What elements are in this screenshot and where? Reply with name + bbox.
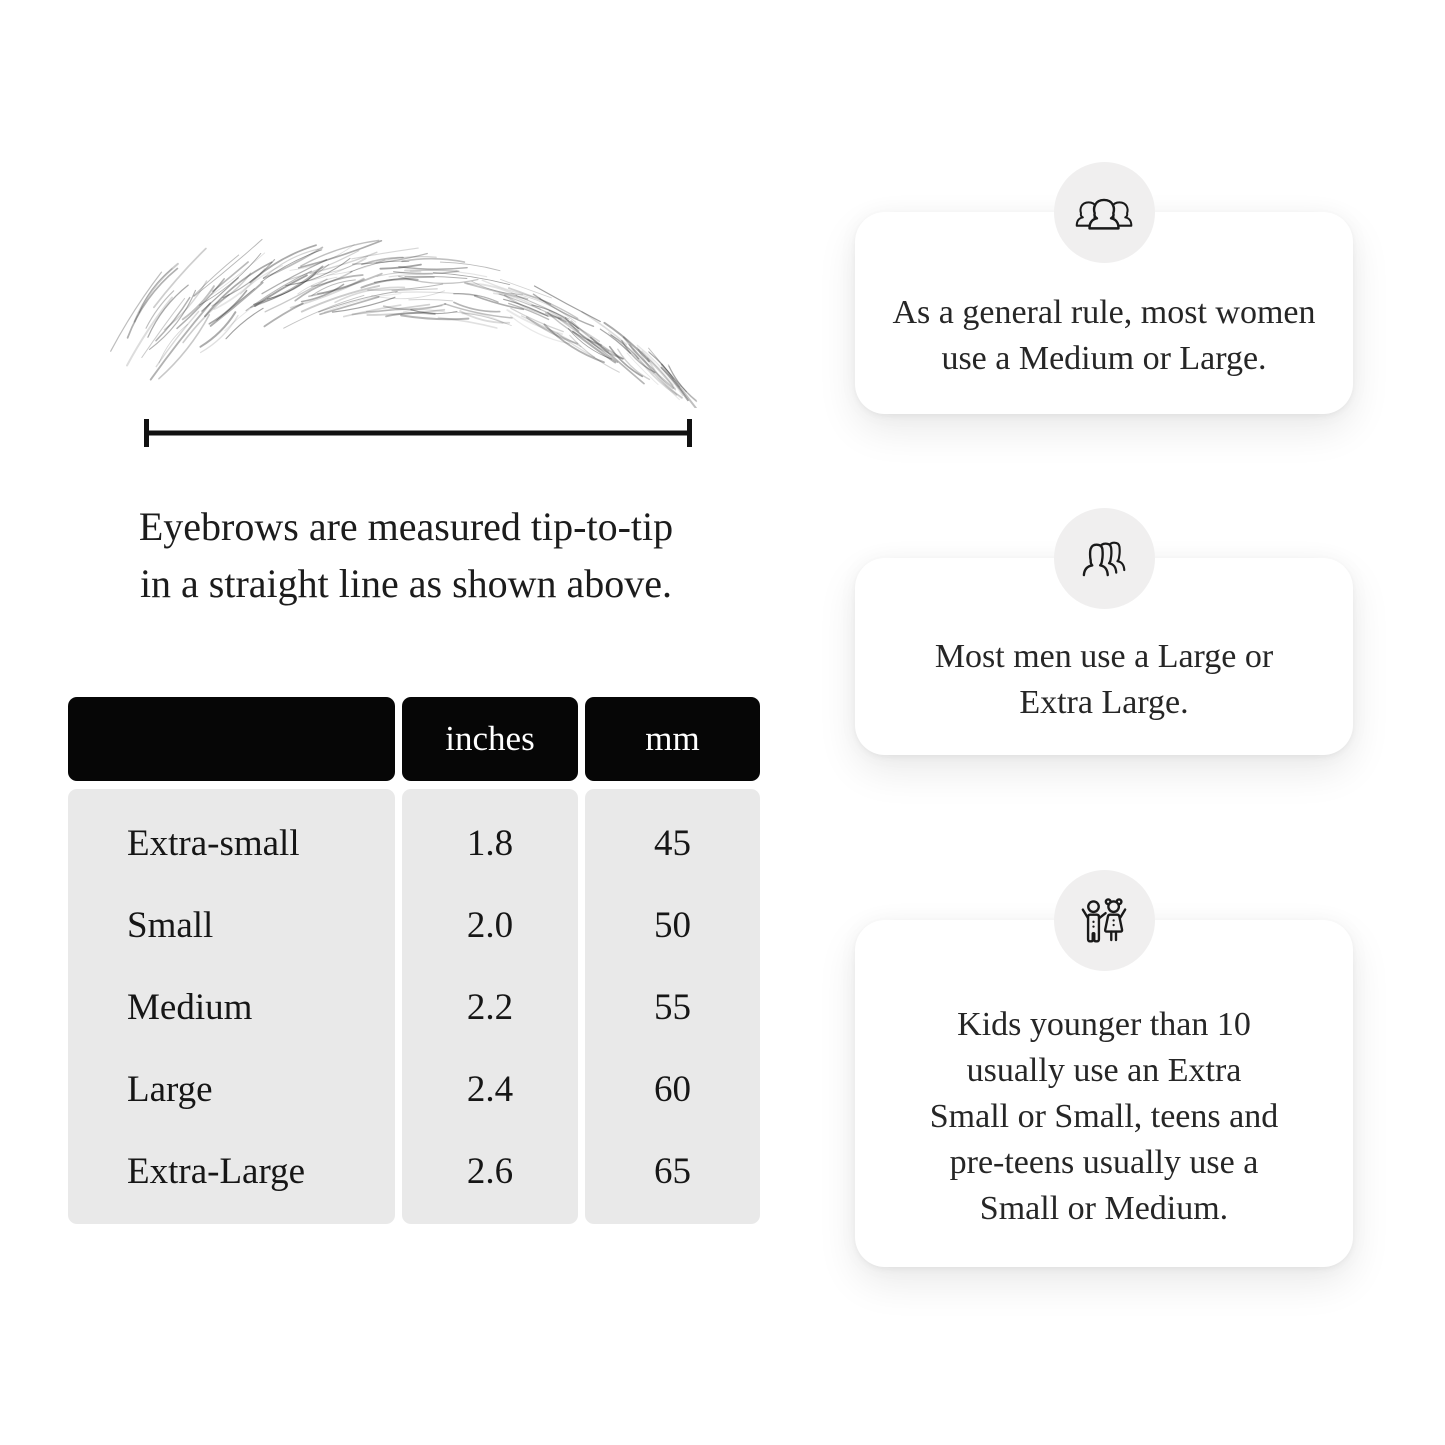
- size-table-body: [68, 789, 760, 1224]
- size-label-cell: Medium: [127, 986, 253, 1028]
- inches-value-cell: 2.4: [466, 1068, 514, 1110]
- size-label-cell: Large: [127, 1068, 213, 1110]
- tip-text-line: Kids younger than 10: [957, 1005, 1251, 1043]
- tip-text-line: Most men use a Large or: [934, 637, 1274, 675]
- eyebrow-illustration: [98, 228, 718, 408]
- mm-value-cell: 55: [654, 986, 691, 1028]
- inches-value-cell: 2.2: [466, 986, 514, 1028]
- inches-value-cell: 1.8: [466, 822, 514, 864]
- tip-text-line: pre-teens usually use a: [949, 1143, 1259, 1181]
- mm-value-cell: 50: [654, 904, 691, 946]
- inches-value-cell: 2.6: [466, 1150, 514, 1192]
- tip-text-line: Extra Large.: [1019, 683, 1189, 721]
- header-cell-mm: mm: [585, 697, 760, 781]
- table-column-mm: [585, 789, 760, 1224]
- tip-text-line: As a general rule, most women: [892, 294, 1316, 331]
- mm-value-cell: 65: [654, 1150, 691, 1192]
- measurement-line: [128, 415, 708, 451]
- tip-text-line: usually use an Extra: [966, 1051, 1242, 1089]
- tip-card-men: [855, 558, 1353, 755]
- tip-card-women: [855, 212, 1353, 414]
- header-cell-inches: inches: [402, 697, 578, 781]
- tip-text-line: Small or Small, teens and: [929, 1097, 1279, 1135]
- inches-value-cell: 2.0: [466, 904, 514, 946]
- mm-value-cell: 60: [654, 1068, 691, 1110]
- table-column-inches: [402, 789, 578, 1224]
- size-label-cell: Small: [127, 904, 214, 946]
- mm-value-cell: 45: [654, 822, 691, 864]
- tip-text: [855, 212, 1353, 414]
- tip-text: [855, 558, 1353, 755]
- tip-text-line: use a Medium or Large.: [941, 340, 1267, 377]
- measurement-caption-line1: Eyebrows are measured tip-to-tip: [138, 504, 674, 549]
- size-table-header-row: [68, 697, 760, 781]
- measurement-caption: [100, 498, 712, 612]
- size-label-cell: Extra-small: [127, 822, 300, 864]
- table-column-label: [68, 789, 395, 1224]
- size-label-cell: Extra-Large: [127, 1150, 306, 1192]
- tip-card-kids: [855, 920, 1353, 1267]
- measurement-caption-line2: in a straight line as shown above.: [139, 561, 673, 606]
- header-cell-size: [68, 697, 395, 781]
- tip-text-line: Small or Medium.: [979, 1189, 1229, 1227]
- tip-text: [855, 920, 1353, 1267]
- size-table: [68, 697, 760, 1224]
